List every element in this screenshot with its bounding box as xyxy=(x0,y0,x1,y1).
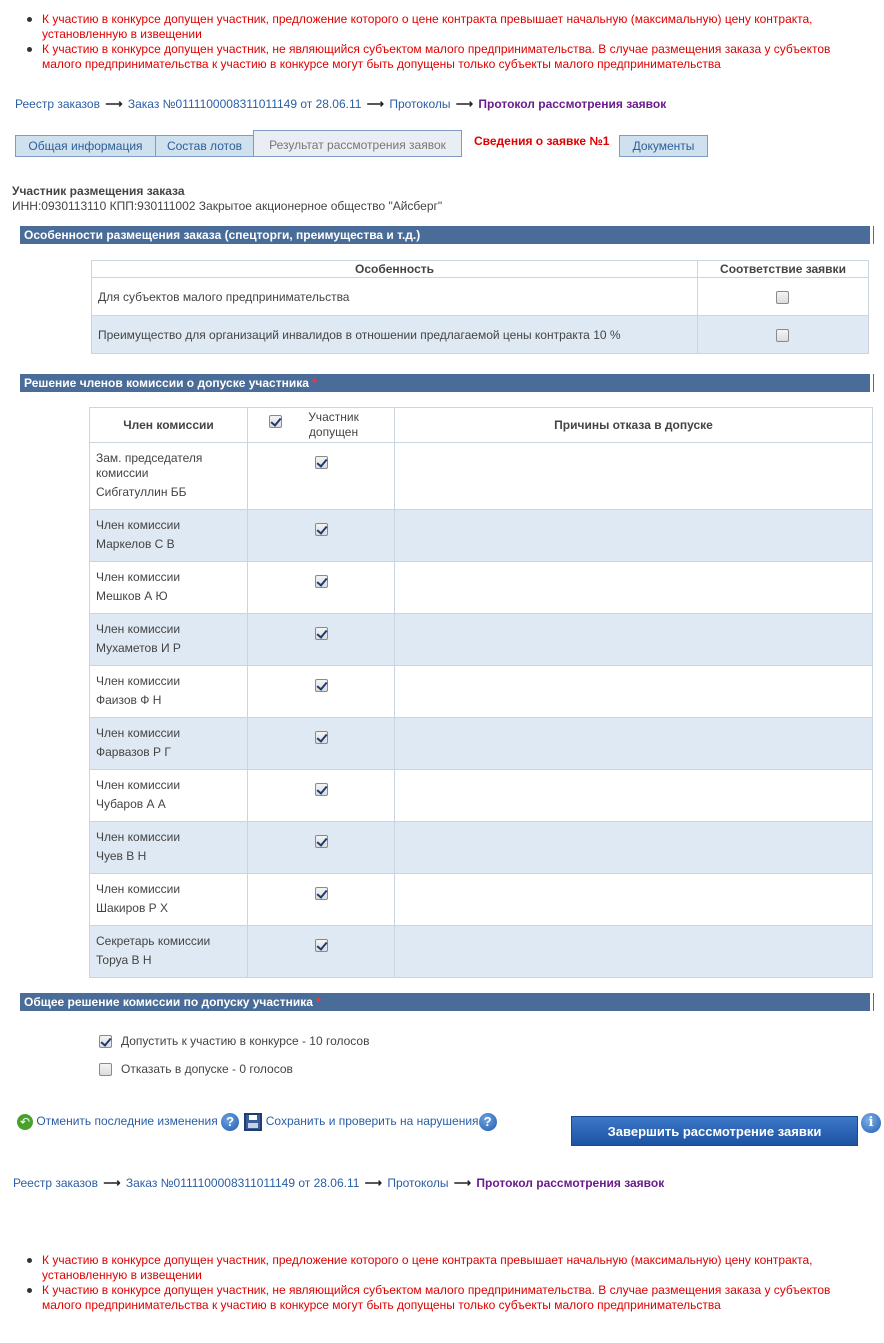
breadcrumb-bottom xyxy=(13,1176,664,1190)
reason-cell[interactable] xyxy=(395,718,873,770)
admit-label: Допустить к участию в конкурсе - 10 голосов xyxy=(121,1034,370,1048)
breadcrumb-protocols-link[interactable]: Протоколы xyxy=(387,1176,449,1190)
table-row xyxy=(90,718,873,770)
admitted-cell xyxy=(248,614,395,666)
member-name: Маркелов С В xyxy=(96,537,175,551)
help-icon[interactable]: ? xyxy=(479,1113,497,1131)
features-table xyxy=(91,260,869,354)
admit-checkbox[interactable] xyxy=(99,1035,112,1048)
member-name: Сибгатуллин ББ xyxy=(96,485,187,499)
member-name: Мухаметов И Р xyxy=(96,641,181,655)
breadcrumb-arrow: ⟶ xyxy=(103,1176,121,1190)
member-name: Чубаров А А xyxy=(96,797,166,811)
member-role: Зам. председателя комиссии xyxy=(96,451,203,480)
reason-cell[interactable] xyxy=(395,443,873,510)
decision-section-header: Общее решение комиссии по допуску участника * xyxy=(20,993,872,1011)
save-icon[interactable] xyxy=(244,1113,262,1131)
reason-cell[interactable] xyxy=(395,510,873,562)
breadcrumb-arrow: ⟶ xyxy=(455,97,474,111)
member-cell xyxy=(90,926,248,978)
undo-link[interactable]: Отменить последние изменения xyxy=(36,1114,218,1129)
action-bar xyxy=(17,1113,497,1131)
feature-name: Для субъектов малого предпринимательства xyxy=(92,278,698,316)
admitted-cell xyxy=(248,443,395,510)
col-member: Член комиссии xyxy=(90,408,248,443)
breadcrumb-order-link[interactable]: Заказ №0111100008311011149 от 28.06.11 xyxy=(125,1176,360,1190)
admitted-checkbox[interactable] xyxy=(315,783,328,796)
commission-table xyxy=(89,407,873,978)
breadcrumb-registry-link[interactable]: Реестр заказов xyxy=(13,1176,98,1190)
col-feature: Особенность xyxy=(92,261,698,278)
member-role: Член комиссии xyxy=(96,830,181,844)
reason-cell[interactable] xyxy=(395,874,873,926)
table-row xyxy=(90,926,873,978)
member-name: Чуев В Н xyxy=(96,849,147,863)
participant-heading: Участник размещения заказа xyxy=(12,184,185,198)
member-name: Шакиров Р Х xyxy=(96,901,169,915)
help-icon[interactable]: ? xyxy=(221,1113,239,1131)
features-section-header: Особенности размещения заказа (спецторги, преимущества и т.д.) xyxy=(20,226,872,244)
member-cell xyxy=(90,562,248,614)
participant-details: ИНН:0930113110 КПП:930111002 Закрытое акционерное общество "Айсберг" xyxy=(12,199,443,213)
admitted-checkbox[interactable] xyxy=(315,939,328,952)
reject-label: Отказать в допуске - 0 голосов xyxy=(121,1062,293,1076)
reason-cell[interactable] xyxy=(395,562,873,614)
decision-admit[interactable] xyxy=(99,1034,369,1048)
member-name: Фарвазов Р Г xyxy=(96,745,171,759)
col-admitted: Участник допущен xyxy=(248,408,395,443)
admitted-cell xyxy=(248,666,395,718)
admitted-checkbox[interactable] xyxy=(315,523,328,536)
tab-documents[interactable]: Документы xyxy=(619,135,708,157)
breadcrumb-order-link[interactable]: Заказ №0111100008311011149 от 28.06.11 xyxy=(127,97,362,111)
table-row xyxy=(90,874,873,926)
finish-review-button[interactable]: Завершить рассмотрение заявки xyxy=(571,1116,858,1146)
breadcrumb-arrow: ⟶ xyxy=(453,1176,472,1190)
member-cell xyxy=(90,666,248,718)
table-row xyxy=(90,562,873,614)
tab-general[interactable]: Общая информация xyxy=(15,135,156,157)
admitted-checkbox[interactable] xyxy=(315,456,328,469)
admitted-cell xyxy=(248,926,395,978)
member-cell xyxy=(90,770,248,822)
table-row xyxy=(92,316,869,354)
tab-result[interactable]: Результат рассмотрения заявок xyxy=(253,130,462,157)
member-role: Член комиссии xyxy=(96,622,181,636)
member-role: Член комиссии xyxy=(96,778,181,792)
table-row xyxy=(92,278,869,316)
breadcrumb-arrow: ⟶ xyxy=(364,1176,382,1190)
table-row xyxy=(90,443,873,510)
warnings-bottom xyxy=(24,1253,854,1313)
admitted-cell xyxy=(248,822,395,874)
undo-icon[interactable]: ↶ xyxy=(17,1114,33,1130)
warning-item: К участию в конкурсе допущен участник, не являющийся субъектом малого предпринимательства. В случае размещения заказа у субъектов малого предпринимательства к участию в конкурсе могут быть допущены только субъекты малого предпринимательства xyxy=(24,42,854,72)
admitted-checkbox[interactable] xyxy=(315,627,328,640)
reject-checkbox[interactable] xyxy=(99,1063,112,1076)
warning-item: К участию в конкурсе допущен участник, предложение которого о цене контракта превышает начальную (максимальную) цену контракта, установленную в извещении xyxy=(24,12,854,42)
reason-cell[interactable] xyxy=(395,666,873,718)
warning-item: К участию в конкурсе допущен участник, не являющийся субъектом малого предпринимательства. В случае размещения заказа у субъектов малого предпринимательства к участию в конкурсе могут быть допущены только субъекты малого предпринимательства xyxy=(24,1283,854,1313)
admitted-checkbox[interactable] xyxy=(315,679,328,692)
table-row xyxy=(90,510,873,562)
admitted-cell xyxy=(248,718,395,770)
feature-checkbox[interactable] xyxy=(776,291,789,304)
member-cell xyxy=(90,874,248,926)
breadcrumb-arrow: ⟶ xyxy=(366,97,384,111)
select-all-checkbox[interactable] xyxy=(269,415,282,428)
col-reasons: Причины отказа в допуске xyxy=(395,408,873,443)
reason-cell[interactable] xyxy=(395,926,873,978)
member-name: Торуа В Н xyxy=(96,953,152,967)
table-row xyxy=(90,822,873,874)
member-role: Член комиссии xyxy=(96,674,181,688)
breadcrumb xyxy=(15,97,666,111)
member-role: Член комиссии xyxy=(96,570,181,584)
warning-item: К участию в конкурсе допущен участник, предложение которого о цене контракта превышает начальную (максимальную) цену контракта, установленную в извещении xyxy=(24,1253,854,1283)
member-name: Фаизов Ф Н xyxy=(96,693,162,707)
feature-name: Преимущество для организаций инвалидов в отношении предлагаемой цены контракта 10 % xyxy=(92,316,698,354)
admitted-checkbox[interactable] xyxy=(315,887,328,900)
member-role: Член комиссии xyxy=(96,518,181,532)
breadcrumb-registry-link[interactable]: Реестр заказов xyxy=(15,97,100,111)
reason-cell[interactable] xyxy=(395,822,873,874)
admitted-cell xyxy=(248,874,395,926)
breadcrumb-current: Протокол рассмотрения заявок xyxy=(478,97,667,111)
table-row xyxy=(90,770,873,822)
member-cell xyxy=(90,510,248,562)
info-icon[interactable]: i xyxy=(861,1113,881,1133)
breadcrumb-current: Протокол рассмотрения заявок xyxy=(476,1176,665,1190)
admitted-checkbox[interactable] xyxy=(315,575,328,588)
reason-cell[interactable] xyxy=(395,614,873,666)
admitted-cell xyxy=(248,770,395,822)
decision-reject[interactable] xyxy=(99,1062,293,1076)
member-role: Секретарь комиссии xyxy=(96,934,211,948)
member-role: Член комиссии xyxy=(96,726,181,740)
breadcrumb-protocols-link[interactable]: Протоколы xyxy=(389,97,451,111)
col-match: Соответствие заявки xyxy=(698,261,869,278)
warnings-top xyxy=(24,12,854,72)
breadcrumb-arrow: ⟶ xyxy=(105,97,123,111)
member-name: Мешков А Ю xyxy=(96,589,168,603)
tab-application[interactable]: Сведения о заявке №1 xyxy=(474,134,610,148)
save-link[interactable]: Сохранить и проверить на нарушения xyxy=(265,1114,479,1129)
admitted-cell xyxy=(248,510,395,562)
member-cell xyxy=(90,614,248,666)
admitted-checkbox[interactable] xyxy=(315,835,328,848)
table-row xyxy=(90,614,873,666)
feature-checkbox[interactable] xyxy=(776,329,789,342)
admitted-checkbox[interactable] xyxy=(315,731,328,744)
admitted-cell xyxy=(248,562,395,614)
member-cell xyxy=(90,822,248,874)
commission-section-header: Решение членов комиссии о допуске участника * xyxy=(20,374,872,392)
tab-lots[interactable]: Состав лотов xyxy=(155,135,254,157)
reason-cell[interactable] xyxy=(395,770,873,822)
table-row xyxy=(90,666,873,718)
member-role: Член комиссии xyxy=(96,882,181,896)
member-cell xyxy=(90,443,248,510)
member-cell xyxy=(90,718,248,770)
